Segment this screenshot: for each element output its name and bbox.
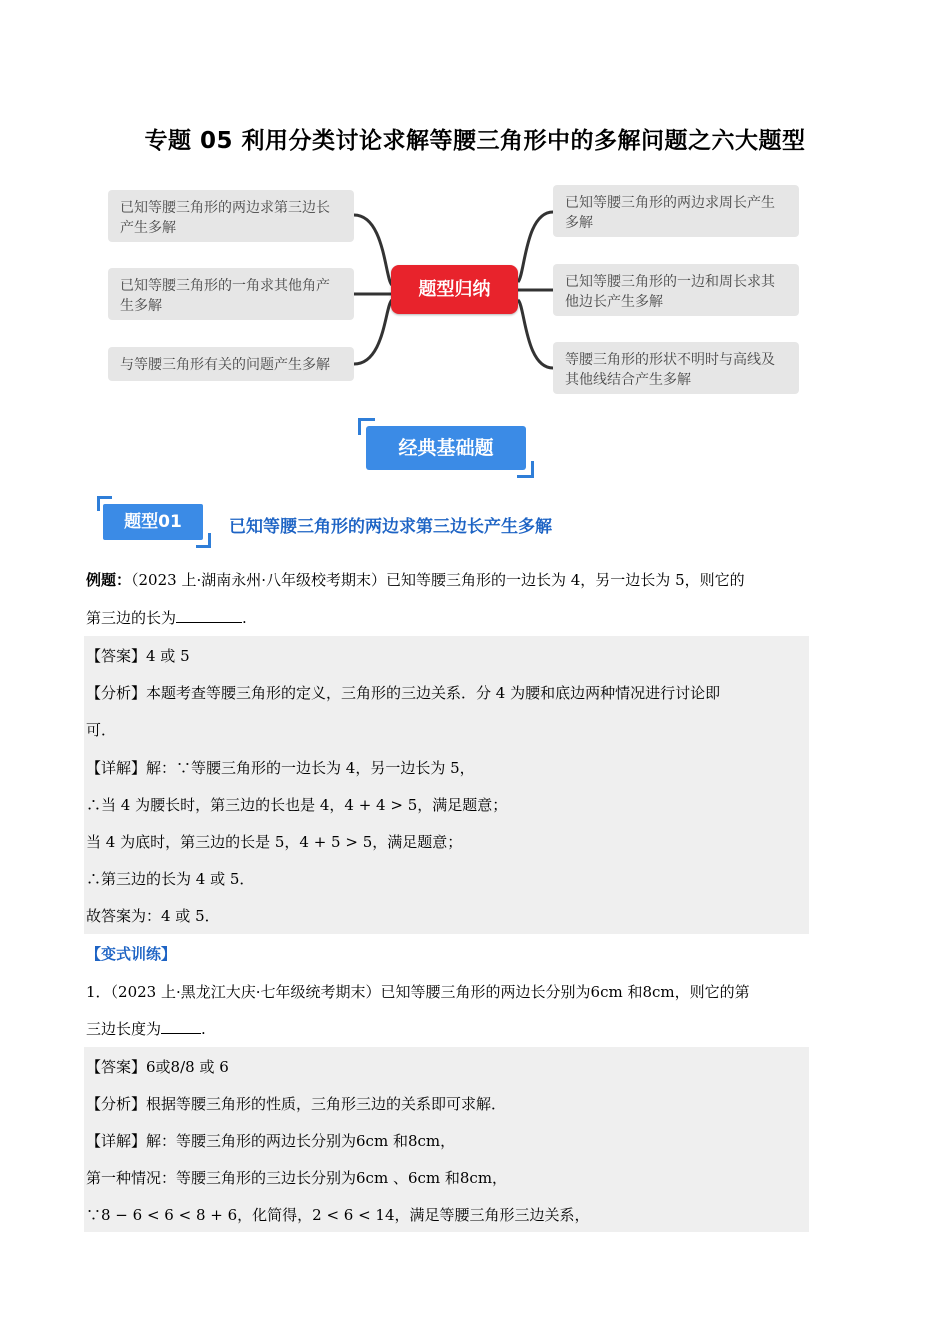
- type-tag: [97, 496, 211, 548]
- variant-detail-2: 第一种情况：等腰三角形的三边长分别为6cm 、6cm 和8cm，: [86, 1169, 508, 1187]
- example-line-1: [86, 570, 745, 590]
- answer-blank: [176, 608, 242, 623]
- variant-q1-text-2-end: .: [201, 1020, 206, 1038]
- mindmap-left-node-3: 与等腰三角形有关的问题产生多解: [108, 347, 354, 381]
- example-text-1: （2023 上·湖南永州·八年级校考期末）已知等腰三角形的一边长为 4，另一边长为 5，则它的: [131, 571, 745, 589]
- example-text-2-end: .: [242, 609, 247, 627]
- example-analysis-1: 【分析】本题考查等腰三角形的定义，三角形的三边关系．分 4 为腰和底边两种情况进行讨论即: [86, 684, 721, 702]
- type-tag-label: 题型01: [103, 504, 203, 540]
- variant-detail-1: 【详解】解：等腰三角形的两边长分别为6cm 和8cm，: [86, 1132, 456, 1150]
- variant-detail-3: ∵8 − 6 < 6 < 8 + 6，化简得，2 < 6 < 14，满足等腰三角形三边关系，: [86, 1206, 590, 1224]
- example-text-2: 第三边的长为: [86, 609, 177, 627]
- mindmap-center-node: 题型归纳: [391, 265, 518, 314]
- example-answer: 【答案】4 或 5: [86, 647, 190, 665]
- variant-answer: 【答案】6或8/8 或 6: [86, 1058, 229, 1076]
- example-detail-2: ∴当 4 为腰长时，第三边的长也是 4，4 + 4 > 5，满足题意；: [86, 796, 508, 814]
- mindmap-left-node-1: 已知等腰三角形的两边求第三边长产生多解: [108, 190, 354, 242]
- mindmap-right-node-2: 已知等腰三角形的一边和周长求其他边长产生多解: [553, 264, 799, 316]
- mindmap-right-node-1: 已知等腰三角形的两边求周长产生多解: [553, 185, 799, 237]
- section-banner-label: 经典基础题: [366, 426, 526, 470]
- variant-label: 【变式训练】: [86, 945, 177, 963]
- example-label: 例题：: [86, 571, 132, 589]
- example-detail-5: 故答案为：4 或 5．: [86, 907, 220, 925]
- example-detail-1: 【详解】解：∵等腰三角形的一边长为 4，另一边长为 5，: [86, 759, 475, 777]
- variant-q1-text-2: 三边长度为: [86, 1020, 162, 1038]
- example-solution-block: [84, 636, 809, 934]
- example-detail-4: ∴第三边的长为 4 或 5．: [86, 870, 255, 888]
- mindmap-right-node-3: 等腰三角形的形状不明时与高线及其他线结合产生多解: [553, 342, 799, 394]
- section-banner: [358, 418, 534, 478]
- variant-q1-line-1: 1．（2023 上·黑龙江大庆·七年级统考期末）已知等腰三角形的两边长分别为6cm 和8cm，则它的第: [86, 983, 750, 1001]
- example-analysis-2: 可．: [86, 721, 117, 739]
- mindmap-left-node-2: 已知等腰三角形的一角求其他角产生多解: [108, 268, 354, 320]
- example-detail-3: 当 4 为底时，第三边的长是 5，4 + 5 > 5，满足题意；: [86, 833, 463, 851]
- variant-analysis: 【分析】根据等腰三角形的性质，三角形三边的关系即可求解．: [86, 1095, 507, 1113]
- example-line-2: [86, 608, 247, 628]
- page-title: 专题 05 利用分类讨论求解等腰三角形中的多解问题之六大题型: [144, 128, 806, 154]
- variant-q1-line-2: [86, 1019, 206, 1039]
- type-title: 已知等腰三角形的两边求第三边长产生多解: [229, 517, 552, 537]
- variant-answer-blank: [161, 1019, 201, 1034]
